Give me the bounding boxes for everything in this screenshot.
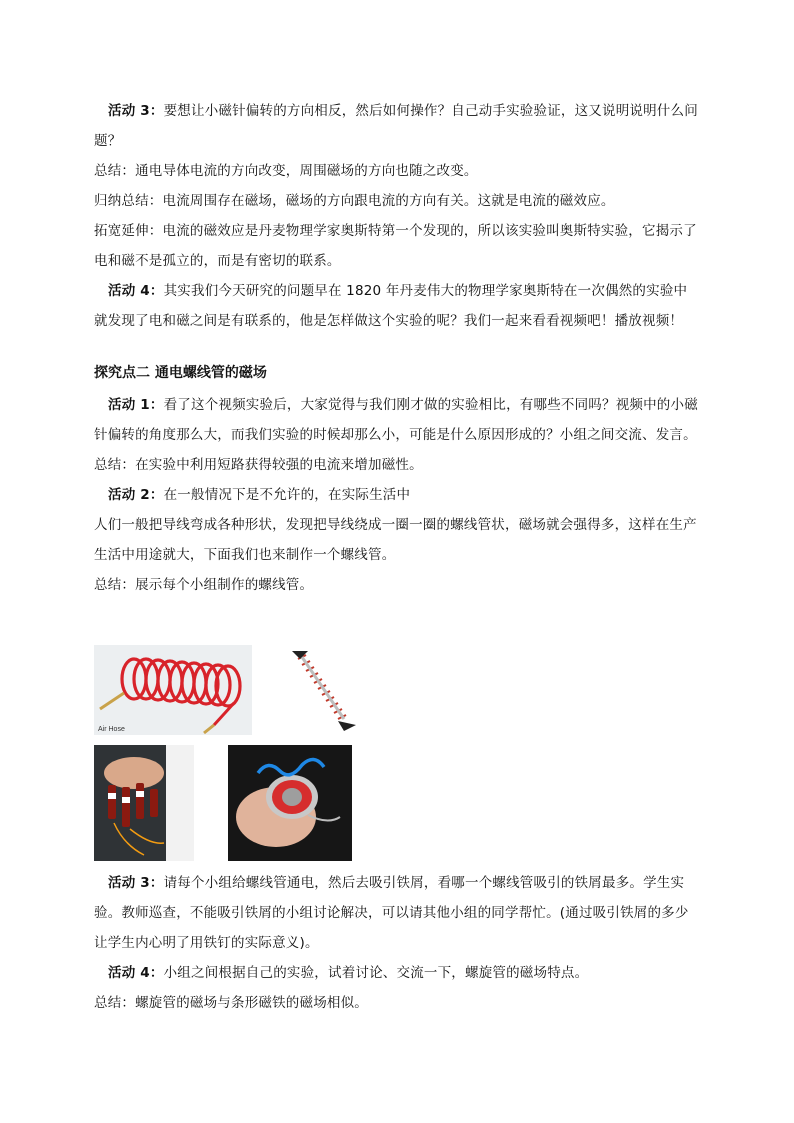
paragraph-activity-3: [94, 96, 698, 156]
paragraph-activity-4-coil: [94, 958, 698, 988]
activity-label: 活动 4：: [108, 283, 164, 299]
section-heading: 探究点二 通电螺线管的磁场: [94, 365, 267, 381]
students-coils-photo: [94, 745, 194, 861]
paragraph-summary-3: 总结：展示每个小组制作的螺线管。: [94, 577, 314, 593]
photo-caption: Air Hose: [98, 726, 125, 733]
paragraph-summary: 总结：通电导体电流的方向改变，周围磁场的方向也随之改变。: [94, 163, 478, 179]
activity-label: 活动 4：: [108, 965, 164, 981]
activity-label: 活动 1：: [108, 397, 164, 413]
paragraph-text: 要想让小磁针偏转的方向相反，然后如何操作？自己动手实验验证，这又说明说明什么问题？: [94, 103, 698, 149]
document-body: [94, 96, 698, 600]
activity-label: 活动 2：: [108, 487, 164, 503]
air-hose-coil-photo: [94, 645, 252, 735]
paragraph-conclusion: 归纳总结：电流周围存在磁场，磁场的方向跟电流的方向有关。这就是电流的磁效应。: [94, 193, 615, 209]
paragraph-summary-2: 总结：在实验中利用短路获得较强的电流来增加磁性。: [94, 457, 423, 473]
paragraph-coil-explanation: 人们一般把导线弯成各种形状，发现把导线绕成一圈一圈的螺线管状，磁场就会强得多，这样在生产生活中用途就大，下面我们也来制作一个螺线管。: [94, 517, 697, 563]
paragraph-activity-2: [94, 480, 698, 510]
paragraph-activity-1: [94, 390, 698, 450]
paragraph-text: 其实我们今天研究的问题早在 1820 年丹麦伟大的物理学家奥斯特在一次偶然的实验中就发现了电和磁之间是有联系的，他是怎样做这个实验的呢？我们一起来看看视频吧！播放视频！: [94, 283, 688, 329]
paragraph-text: 请每个小组给螺线管通电，然后去吸引铁屑，看哪一个螺线管吸引的铁屑最多。学生实验。教师巡查，不能吸引铁屑的小组讨论解决，可以请其他小组的同学帮忙。(通过吸引铁屑的多少让学生内心明了用铁钉的实际意义)。: [94, 875, 689, 951]
wire-coil-photo: [272, 645, 364, 735]
document-body-lower: [94, 868, 698, 1018]
paragraph-activity-4: [94, 276, 698, 336]
paragraph-text: 小组之间根据自己的实验，试着讨论、交流一下，螺旋管的磁场特点。: [163, 965, 589, 981]
coil-experiment-photo: [228, 745, 352, 861]
paragraph-text: 看了这个视频实验后，大家觉得与我们刚才做的实验相比，有哪些不同吗？视频中的小磁针偏转的角度那么大，而我们实验的时候却那么小，可能是什么原因形成的？小组之间交流、发言。: [94, 397, 698, 443]
paragraph-summary-final: 总结：螺旋管的磁场与条形磁铁的磁场相似。: [94, 995, 368, 1011]
paragraph-activity-3-coil: [94, 868, 698, 958]
activity-label: 活动 3：: [108, 875, 164, 891]
paragraph-extension: 拓宽延伸：电流的磁效应是丹麦物理学家奥斯特第一个发现的，所以该实验叫奥斯特实验，它揭示了电和磁不是孤立的，而是有密切的联系。: [94, 223, 697, 269]
activity-label: 活动 3：: [108, 103, 164, 119]
paragraph-text: 在一般情况下是不允许的，在实际生活中: [163, 487, 411, 503]
